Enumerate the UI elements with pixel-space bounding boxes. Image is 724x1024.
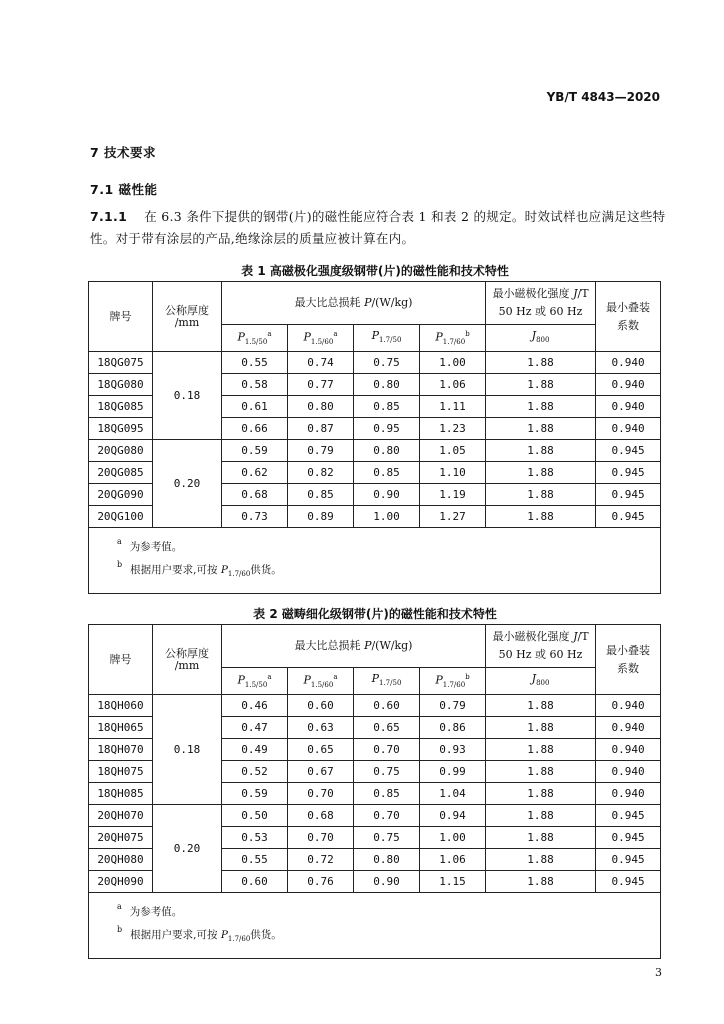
cell-p-1-7-50: 0.65	[354, 717, 420, 739]
header-mag-unit: /T	[577, 287, 589, 300]
header-loss-var: P	[364, 639, 372, 652]
table-row	[89, 440, 661, 462]
cell-stacking-factor: 0.945	[596, 506, 661, 528]
cell-p-1-7-50: 0.80	[354, 849, 420, 871]
cell-p-1-5-60: 0.70	[288, 827, 354, 849]
cell-p-1-7-50: 0.80	[354, 440, 420, 462]
cell-grade: 18QG095	[89, 418, 153, 440]
cell-p-1-5-50: 0.58	[222, 374, 288, 396]
cell-p-1-5-60: 0.77	[288, 374, 354, 396]
cell-stacking-factor: 0.945	[596, 871, 661, 893]
header-p-1-5-60: $P_{1.5/60}^a$	[288, 325, 354, 352]
header-p-1-7-60: $P_{1.7/60}^b$	[420, 668, 486, 695]
header-mag-prefix: 最小磁极化强度	[492, 287, 574, 300]
cell-j-800: 1.88	[486, 396, 596, 418]
cell-p-1-5-60: 0.79	[288, 440, 354, 462]
cell-j-800: 1.88	[486, 805, 596, 827]
cell-p-1-5-50: 0.55	[222, 352, 288, 374]
header-mag-var: J	[573, 630, 578, 643]
cell-p-1-7-50: 0.70	[354, 805, 420, 827]
table-2-note-a: $^a$ 为参考值。	[117, 902, 183, 918]
cell-p-1-5-60: 0.89	[288, 506, 354, 528]
header-loss	[222, 282, 486, 325]
cell-p-1-7-60: 1.04	[420, 783, 486, 805]
table-2	[88, 624, 661, 959]
cell-grade: 20QG100	[89, 506, 153, 528]
cell-stacking-factor: 0.940	[596, 374, 661, 396]
cell-j-800: 1.88	[486, 695, 596, 717]
cell-stacking-factor: 0.940	[596, 717, 661, 739]
cell-p-1-7-60: 1.27	[420, 506, 486, 528]
table-2-notes	[89, 893, 661, 959]
cell-stacking-factor: 0.940	[596, 396, 661, 418]
cell-p-1-7-60: 1.23	[420, 418, 486, 440]
cell-j-800: 1.88	[486, 352, 596, 374]
cell-thickness: 0.18	[153, 695, 222, 805]
cell-p-1-7-60: 1.15	[420, 871, 486, 893]
cell-p-1-7-60: 1.00	[420, 827, 486, 849]
cell-p-1-5-50: 0.52	[222, 761, 288, 783]
cell-p-1-7-60: 1.06	[420, 374, 486, 396]
header-stack-label-2: 系数	[617, 318, 640, 332]
clause-paragraph	[90, 206, 666, 250]
cell-grade: 20QH075	[89, 827, 153, 849]
cell-j-800: 1.88	[486, 506, 596, 528]
cell-p-1-7-60: 0.99	[420, 761, 486, 783]
cell-p-1-5-50: 0.59	[222, 783, 288, 805]
cell-p-1-5-50: 0.73	[222, 506, 288, 528]
cell-thickness: 0.20	[153, 440, 222, 528]
cell-p-1-7-50: 0.85	[354, 783, 420, 805]
cell-p-1-5-50: 0.53	[222, 827, 288, 849]
header-loss-unit: /(W/kg)	[371, 296, 413, 309]
header-thickness-label: 公称厚度	[165, 303, 209, 317]
cell-p-1-5-50: 0.68	[222, 484, 288, 506]
cell-grade: 20QH070	[89, 805, 153, 827]
cell-p-1-7-50: 0.90	[354, 484, 420, 506]
table-1	[88, 281, 661, 594]
cell-p-1-5-60: 0.76	[288, 871, 354, 893]
table-row	[89, 805, 661, 827]
cell-p-1-5-60: 0.65	[288, 739, 354, 761]
header-mag-var: J	[573, 287, 578, 300]
header-loss	[222, 625, 486, 668]
cell-p-1-7-60: 0.79	[420, 695, 486, 717]
cell-j-800: 1.88	[486, 849, 596, 871]
cell-p-1-5-60: 0.60	[288, 695, 354, 717]
header-p-1-5-50: $P_{1.5/50}^a$	[222, 325, 288, 352]
table-1-title: 表 1 高磁极化强度级钢带(片)的磁性能和技术特性	[241, 264, 509, 278]
cell-stacking-factor: 0.940	[596, 352, 661, 374]
header-grade: 牌号	[89, 625, 153, 695]
header-loss-unit: /(W/kg)	[371, 639, 413, 652]
cell-p-1-7-60: 1.00	[420, 352, 486, 374]
cell-p-1-7-50: 0.75	[354, 352, 420, 374]
header-j-800: $J_{800}$	[486, 668, 596, 695]
cell-p-1-5-60: 0.82	[288, 462, 354, 484]
cell-p-1-5-50: 0.47	[222, 717, 288, 739]
header-mag-frequency: 50 Hz 或 60 Hz	[498, 648, 583, 661]
cell-j-800: 1.88	[486, 484, 596, 506]
cell-stacking-factor: 0.940	[596, 783, 661, 805]
cell-stacking-factor: 0.945	[596, 440, 661, 462]
cell-p-1-5-60: 0.87	[288, 418, 354, 440]
cell-stacking-factor: 0.940	[596, 761, 661, 783]
cell-grade: 18QH070	[89, 739, 153, 761]
table-row	[89, 695, 661, 717]
cell-p-1-5-60: 0.74	[288, 352, 354, 374]
cell-p-1-7-50: 0.80	[354, 374, 420, 396]
cell-p-1-5-50: 0.55	[222, 849, 288, 871]
clause-text-1: 在 6.3 条件下提供的钢带(片)的磁性能应符合表 1 和表 2 的规定。时效试样也应满足这些特	[144, 209, 666, 224]
table-2-note-b: $^b$ 根据用户要求,可按 $P_{1.7/60}$供货。	[117, 925, 282, 944]
header-grade: 牌号	[89, 282, 153, 352]
cell-j-800: 1.88	[486, 783, 596, 805]
cell-j-800: 1.88	[486, 739, 596, 761]
header-magnetic-polarization	[486, 282, 596, 325]
cell-p-1-7-50: 0.90	[354, 871, 420, 893]
header-stack-label-1: 最小叠装	[606, 643, 651, 657]
cell-p-1-5-50: 0.62	[222, 462, 288, 484]
cell-stacking-factor: 0.940	[596, 739, 661, 761]
cell-j-800: 1.88	[486, 462, 596, 484]
cell-thickness: 0.20	[153, 805, 222, 893]
subsection-heading: 7.1 磁性能	[90, 182, 158, 197]
cell-p-1-5-60: 0.72	[288, 849, 354, 871]
header-thickness-unit: /mm	[174, 315, 200, 329]
cell-grade: 20QG090	[89, 484, 153, 506]
table-1-note-b: $^b$ 根据用户要求,可按 $P_{1.7/60}$供货。	[117, 560, 282, 579]
header-stack-label-2: 系数	[617, 661, 640, 675]
cell-p-1-7-60: 1.05	[420, 440, 486, 462]
cell-grade: 18QG080	[89, 374, 153, 396]
cell-p-1-7-50: 0.85	[354, 462, 420, 484]
header-magnetic-polarization	[486, 625, 596, 668]
header-thickness-label: 公称厚度	[165, 646, 209, 660]
cell-j-800: 1.88	[486, 374, 596, 396]
cell-grade: 18QH060	[89, 695, 153, 717]
cell-p-1-5-60: 0.70	[288, 783, 354, 805]
header-thickness	[153, 625, 222, 695]
cell-p-1-7-50: 0.75	[354, 761, 420, 783]
cell-p-1-7-60: 0.86	[420, 717, 486, 739]
header-mag-unit: /T	[577, 630, 589, 643]
cell-p-1-7-60: 0.93	[420, 739, 486, 761]
cell-grade: 20QH080	[89, 849, 153, 871]
table-2-title: 表 2 磁畴细化级钢带(片)的磁性能和技术特性	[253, 607, 497, 621]
header-stack-label-1: 最小叠装	[606, 300, 651, 314]
table-1-note-a: $^a$ 为参考值。	[117, 537, 183, 553]
cell-grade: 18QG075	[89, 352, 153, 374]
header-p-1-7-60: $P_{1.7/60}^b$	[420, 325, 486, 352]
header-j-800: $J_{800}$	[486, 325, 596, 352]
cell-stacking-factor: 0.945	[596, 484, 661, 506]
cell-stacking-factor: 0.945	[596, 849, 661, 871]
cell-p-1-7-50: 0.95	[354, 418, 420, 440]
cell-grade: 18QG085	[89, 396, 153, 418]
header-thickness	[153, 282, 222, 352]
cell-p-1-5-50: 0.60	[222, 871, 288, 893]
cell-grade: 20QG085	[89, 462, 153, 484]
cell-grade: 20QH090	[89, 871, 153, 893]
cell-p-1-5-50: 0.59	[222, 440, 288, 462]
clause-number: 7.1.1	[90, 209, 128, 224]
cell-grade: 18QH075	[89, 761, 153, 783]
cell-p-1-5-60: 0.67	[288, 761, 354, 783]
cell-p-1-7-60: 1.11	[420, 396, 486, 418]
page-number: 3	[655, 966, 662, 979]
cell-p-1-5-60: 0.80	[288, 396, 354, 418]
cell-stacking-factor: 0.945	[596, 827, 661, 849]
cell-j-800: 1.88	[486, 717, 596, 739]
cell-thickness: 0.18	[153, 352, 222, 440]
cell-p-1-7-50: 0.60	[354, 695, 420, 717]
header-p-1-5-60: $P_{1.5/60}^a$	[288, 668, 354, 695]
cell-p-1-5-60: 0.63	[288, 717, 354, 739]
cell-j-800: 1.88	[486, 871, 596, 893]
cell-p-1-7-50: 0.85	[354, 396, 420, 418]
header-mag-prefix: 最小磁极化强度	[492, 630, 574, 643]
cell-p-1-7-60: 1.06	[420, 849, 486, 871]
cell-p-1-7-50: 0.70	[354, 739, 420, 761]
cell-p-1-5-50: 0.49	[222, 739, 288, 761]
header-loss-prefix: 最大比总损耗	[294, 639, 365, 652]
header-thickness-unit: /mm	[174, 658, 200, 672]
header-stacking-factor	[596, 625, 661, 695]
cell-p-1-5-60: 0.85	[288, 484, 354, 506]
cell-p-1-7-50: 0.75	[354, 827, 420, 849]
table-row	[89, 352, 661, 374]
table-1-notes	[89, 528, 661, 594]
cell-stacking-factor: 0.940	[596, 418, 661, 440]
header-stacking-factor	[596, 282, 661, 352]
cell-j-800: 1.88	[486, 440, 596, 462]
cell-p-1-5-50: 0.61	[222, 396, 288, 418]
cell-grade: 20QG080	[89, 440, 153, 462]
cell-p-1-7-50: 1.00	[354, 506, 420, 528]
cell-p-1-7-60: 1.10	[420, 462, 486, 484]
header-loss-var: P	[364, 296, 372, 309]
cell-p-1-7-60: 0.94	[420, 805, 486, 827]
cell-j-800: 1.88	[486, 418, 596, 440]
cell-p-1-5-50: 0.50	[222, 805, 288, 827]
cell-p-1-5-60: 0.68	[288, 805, 354, 827]
header-mag-frequency: 50 Hz 或 60 Hz	[498, 305, 583, 318]
cell-j-800: 1.88	[486, 761, 596, 783]
section-heading: 7 技术要求	[90, 145, 157, 160]
header-p-1-7-50: $P_{1.7/50}$	[354, 325, 420, 352]
header-p-1-5-50: $P_{1.5/50}^a$	[222, 668, 288, 695]
standard-code: YB/T 4843—2020	[546, 90, 660, 104]
header-loss-prefix: 最大比总损耗	[294, 296, 365, 309]
cell-p-1-7-60: 1.19	[420, 484, 486, 506]
cell-p-1-5-50: 0.66	[222, 418, 288, 440]
cell-stacking-factor: 0.940	[596, 695, 661, 717]
cell-grade: 18QH065	[89, 717, 153, 739]
cell-j-800: 1.88	[486, 827, 596, 849]
cell-p-1-5-50: 0.46	[222, 695, 288, 717]
header-p-1-7-50: $P_{1.7/50}$	[354, 668, 420, 695]
clause-text-2: 性。对于带有涂层的产品,绝缘涂层的质量应被计算在内。	[90, 231, 415, 246]
cell-grade: 18QH085	[89, 783, 153, 805]
clause-line-1	[90, 206, 666, 228]
cell-stacking-factor: 0.945	[596, 805, 661, 827]
cell-stacking-factor: 0.945	[596, 462, 661, 484]
